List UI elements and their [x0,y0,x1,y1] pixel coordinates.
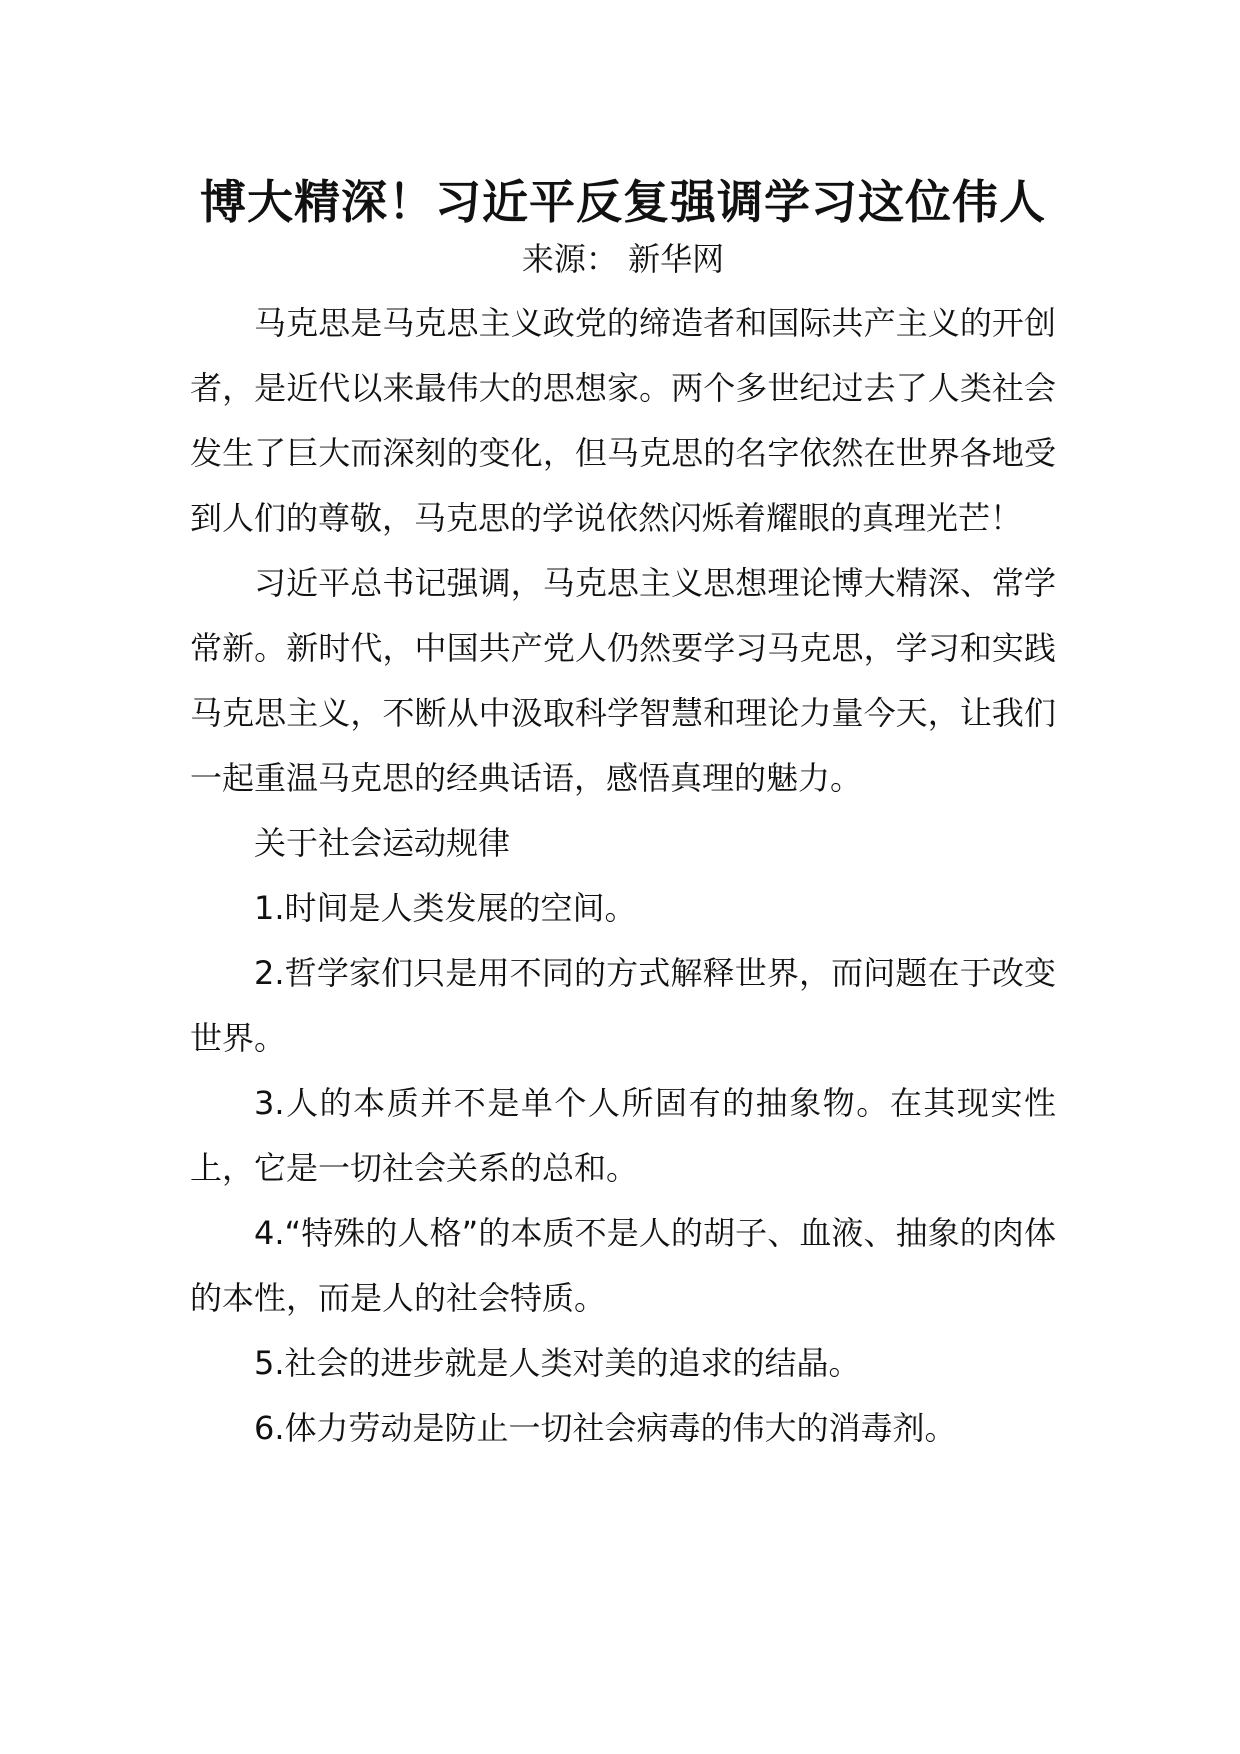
document-source: 来源： 新华网 [521,240,725,278]
document-page [190,170,1056,1461]
quote-item-4: 4.“特殊的人格”的本质不是人的胡子、血液、抽象的肉体的本性，而是人的社会特质。 [190,1214,1056,1317]
section-heading: 关于社会运动规律 [254,824,511,862]
quote-item-2: 2.哲学家们只是用不同的方式解释世界，而问题在于改变世界。 [190,954,1056,1057]
body-paragraph: 习近平总书记强调，马克思主义思想理论博大精深、常学常新。新时代，中国共产党人仍然要学习马克思，学习和实践马克思主义，不断从中汲取科学智慧和理论力量今天，让我们一起重温马克思的经典话语，感悟真理的魅力。 [190,564,1056,797]
document-title: 博大精深！习近平反复强调学习这位伟人 [200,175,1046,229]
intro-paragraph: 马克思是马克思主义政党的缔造者和国际共产主义的开创者，是近代以来最伟大的思想家。两个多世纪过去了人类社会发生了巨大而深刻的变化，但马克思的名字依然在世界各地受到人们的尊敬，马克思的学说依然闪烁着耀眼的真理光芒！ [190,304,1056,537]
quote-item-5: 5.社会的进步就是人类对美的追求的结晶。 [254,1344,861,1382]
quote-item-6: 6.体力劳动是防止一切社会病毒的伟大的消毒剂。 [254,1409,957,1447]
quote-item-1: 1.时间是人类发展的空间。 [254,889,637,927]
quote-item-3: 3.人的本质并不是单个人所固有的抽象物。在其现实性上，它是一切社会关系的总和。 [190,1084,1056,1187]
